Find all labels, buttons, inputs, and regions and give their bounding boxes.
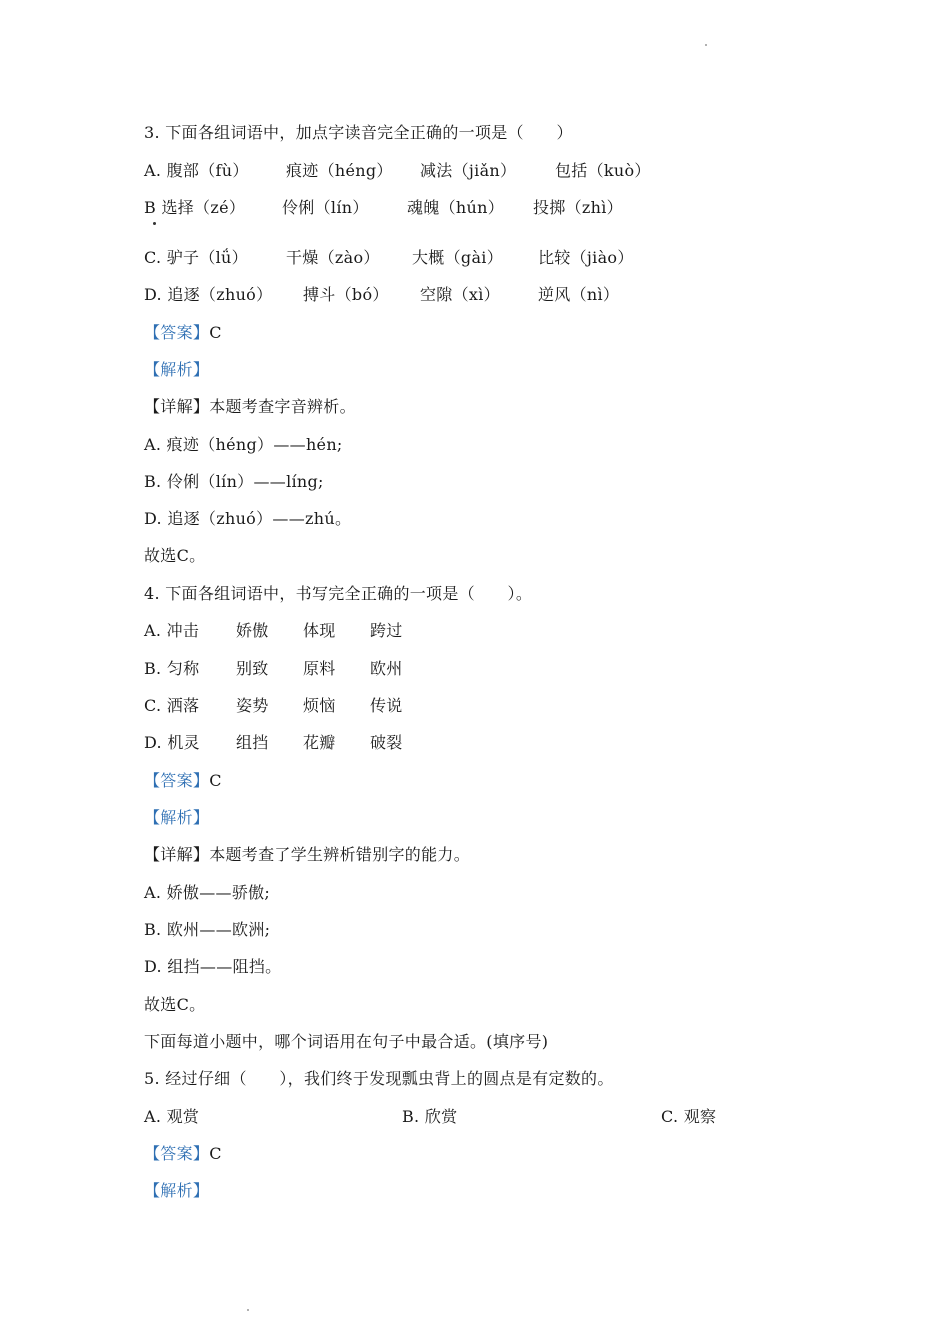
q3-a-item-3: 减法（jiǎn） bbox=[420, 161, 517, 180]
answer-tag: 【答案】 bbox=[144, 771, 210, 790]
q4-conclusion: 故选C。 bbox=[144, 995, 206, 1014]
q3-b-item-4: 投掷（zhì） bbox=[533, 198, 623, 217]
q5-option-c: C. 观察 bbox=[661, 1107, 717, 1126]
answer-tag: 【答案】 bbox=[144, 323, 210, 342]
q4-d-item-4: 破裂 bbox=[370, 733, 403, 752]
q4-note-1: A. 娇傲——骄傲; bbox=[144, 883, 271, 902]
emphasis-dot bbox=[153, 222, 156, 225]
q4-b-item-3: 原料 bbox=[303, 659, 336, 678]
analysis-tag: 【解析】 bbox=[144, 360, 210, 379]
q3-stem: 3. 下面各组词语中，加点字读音完全正确的一项是（ ） bbox=[144, 123, 573, 142]
q4-stem: 4. 下面各组词语中，书写完全正确的一项是（ ）。 bbox=[144, 584, 533, 603]
q5-analysis bbox=[144, 1178, 209, 1204]
answer-tag: 【答案】 bbox=[144, 1144, 210, 1163]
q4-c-item-1: C. 洒落 bbox=[144, 696, 200, 715]
section-intro: 下面每道小题中，哪个词语用在句子中最合适。(填序号) bbox=[144, 1032, 549, 1051]
q4-option-d bbox=[144, 730, 464, 756]
q4-a-item-4: 跨过 bbox=[370, 621, 403, 640]
q5-stem: 5. 经过仔细（ ），我们终于发现瓢虫背上的圆点是有定数的。 bbox=[144, 1069, 614, 1088]
q3-d-item-1: D. 追逐（zhuó） bbox=[144, 285, 273, 304]
q4-note-3: D. 组挡——阻挡。 bbox=[144, 957, 282, 976]
scan-speck bbox=[705, 44, 707, 46]
q3-note-3: D. 追逐（zhuó）——zhú。 bbox=[144, 509, 352, 528]
q4-option-b bbox=[144, 656, 464, 682]
q4-a-item-2: 娇傲 bbox=[236, 621, 269, 640]
detail-tag: 【详解】 bbox=[144, 397, 210, 416]
q4-note-2: B. 欧州——欧洲; bbox=[144, 920, 271, 939]
q5-option-b: B. 欣赏 bbox=[402, 1107, 458, 1126]
q3-option-a bbox=[144, 158, 704, 184]
q4-option-a bbox=[144, 618, 464, 644]
q4-c-item-4: 传说 bbox=[370, 696, 403, 715]
q3-d-item-4: 逆风（nì） bbox=[538, 285, 620, 304]
q3-d-item-2: 搏斗（bó） bbox=[303, 285, 389, 304]
q3-d-item-3: 空隙（xì） bbox=[420, 285, 500, 304]
q3-c-item-4: 比较（jiào） bbox=[538, 248, 634, 267]
q4-answer bbox=[144, 768, 222, 794]
q3-c-item-1: C. 驴子（lǘ） bbox=[144, 248, 248, 267]
q3-a-item-2: 痕迹（héng） bbox=[286, 161, 393, 180]
q3-b-item-2: 伶俐（lín） bbox=[282, 198, 369, 217]
q4-d-item-2: 组挡 bbox=[236, 733, 269, 752]
q3-detail bbox=[144, 394, 356, 420]
q3-a-item-1: A. 腹部（fù） bbox=[144, 161, 249, 180]
answer-value: C bbox=[209, 771, 222, 790]
q3-conclusion: 故选C。 bbox=[144, 546, 206, 565]
q3-answer bbox=[144, 320, 222, 346]
q3-b-item-1: B 选择（zé） bbox=[144, 198, 246, 217]
q4-c-item-2: 姿势 bbox=[236, 696, 269, 715]
q4-b-item-2: 别致 bbox=[236, 659, 269, 678]
q4-d-item-1: D. 机灵 bbox=[144, 733, 200, 752]
analysis-tag: 【解析】 bbox=[144, 808, 210, 827]
detail-text: 本题考查字音辨析。 bbox=[209, 397, 356, 416]
q3-option-c bbox=[144, 245, 704, 271]
q4-a-item-1: A. 冲击 bbox=[144, 621, 200, 640]
q3-note-1: A. 痕迹（héng）——hén; bbox=[144, 435, 343, 454]
detail-text: 本题考查了学生辨析错别字的能力。 bbox=[209, 845, 471, 864]
q4-option-c bbox=[144, 693, 464, 719]
q3-analysis bbox=[144, 357, 209, 383]
q3-option-b bbox=[144, 195, 704, 221]
q4-a-item-3: 体现 bbox=[303, 621, 336, 640]
detail-tag: 【详解】 bbox=[144, 845, 210, 864]
answer-value: C bbox=[209, 1144, 222, 1163]
q4-c-item-3: 烦恼 bbox=[303, 696, 336, 715]
q4-detail bbox=[144, 842, 470, 868]
q5-answer bbox=[144, 1141, 222, 1167]
q3-b-item-3: 魂魄（hún） bbox=[407, 198, 505, 217]
q5-option-a: A. 观赏 bbox=[144, 1107, 200, 1126]
q3-note-2: B. 伶俐（lín）——líng; bbox=[144, 472, 324, 491]
q3-c-item-2: 干燥（zào） bbox=[286, 248, 380, 267]
q4-b-item-1: B. 匀称 bbox=[144, 659, 200, 678]
q5-options bbox=[144, 1104, 784, 1130]
q4-d-item-3: 花瓣 bbox=[303, 733, 336, 752]
q3-a-item-4: 包括（kuò） bbox=[555, 161, 651, 180]
scan-speck bbox=[247, 1309, 249, 1311]
q4-b-item-4: 欧州 bbox=[370, 659, 403, 678]
answer-value: C bbox=[209, 323, 222, 342]
q4-analysis bbox=[144, 805, 209, 831]
q3-c-item-3: 大概（gài） bbox=[412, 248, 503, 267]
analysis-tag: 【解析】 bbox=[144, 1181, 210, 1200]
q3-option-d bbox=[144, 282, 704, 308]
